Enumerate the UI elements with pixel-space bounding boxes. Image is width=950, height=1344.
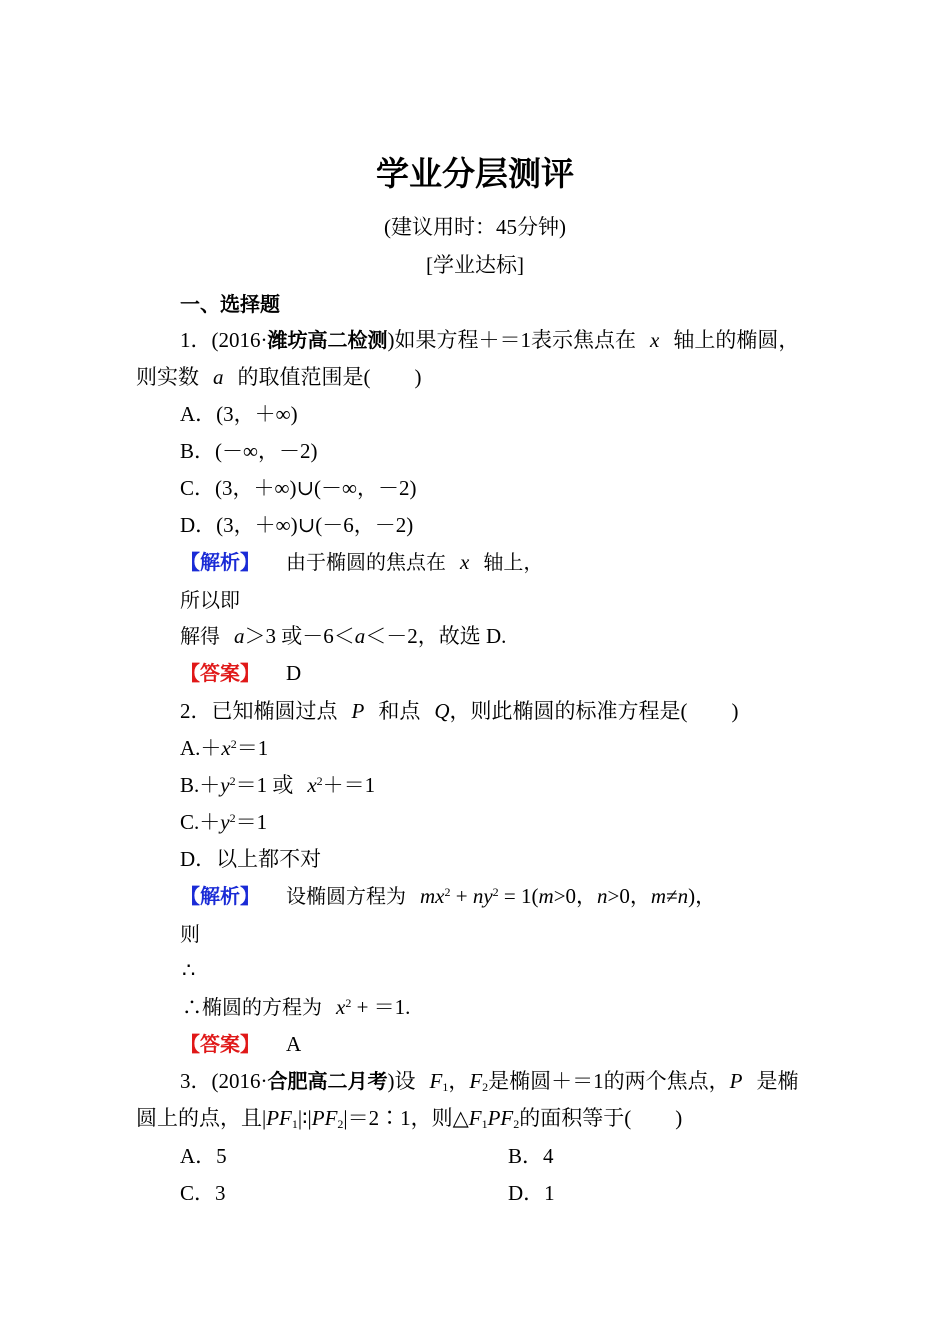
option-text: ＝1 xyxy=(236,736,269,760)
variable-f: F xyxy=(469,1069,483,1093)
question-text: 设 xyxy=(394,1069,416,1093)
option-text: ＋＝1 xyxy=(322,773,376,797)
question-3-line-1 xyxy=(180,1066,798,1096)
answer-value: A xyxy=(286,1032,302,1056)
analysis-1-so: 所以即 xyxy=(180,588,240,612)
variable-f: F xyxy=(429,1069,443,1093)
question-text: ) xyxy=(414,365,422,389)
option-a xyxy=(180,733,268,763)
variable-m: m xyxy=(538,884,554,908)
page-title: 学业分层测评 xyxy=(376,154,574,193)
variable-f: F xyxy=(468,1106,482,1130)
option-b: B．4 xyxy=(508,1144,554,1168)
answer-2 xyxy=(180,1029,301,1059)
variable-a: a xyxy=(234,624,245,648)
source-open: (2016· xyxy=(211,1069,268,1093)
exponent: 2 xyxy=(230,737,237,751)
question-text: 的面积等于( xyxy=(519,1106,632,1130)
question-text: |∶| xyxy=(297,1106,312,1130)
option-c: C．(3，＋∞)∪(－∞，－2) xyxy=(180,476,417,500)
question-text: 的取值范围是( xyxy=(237,365,371,389)
question-text: 是椭 xyxy=(756,1069,799,1093)
variable-p: P xyxy=(351,699,365,723)
option-a: A．5 xyxy=(180,1144,227,1168)
question-1-line-2 xyxy=(136,362,422,392)
variable-n: n xyxy=(597,884,608,908)
option-text: B.＋ xyxy=(180,773,221,797)
exponent: 2 xyxy=(229,811,236,825)
question-text: 轴上的椭圆， xyxy=(673,328,800,352)
subscript: 1 xyxy=(481,1117,488,1131)
option-d: D．1 xyxy=(508,1181,555,1205)
source-close: ) xyxy=(387,328,395,352)
analysis-2-then: 则 xyxy=(180,922,200,946)
question-text: 是椭圆＋＝1的两个焦点， xyxy=(488,1069,730,1093)
analysis-2-conclusion xyxy=(182,992,410,1022)
question-text: 如果方程＋＝1表示焦点在 xyxy=(394,328,636,352)
analysis-text: + ＝1. xyxy=(351,995,411,1019)
analysis-text: 解得 xyxy=(180,624,220,648)
variable-x: x xyxy=(307,773,317,797)
variable-x: x xyxy=(336,995,346,1019)
question-text: |＝2∶1，则△ xyxy=(343,1106,469,1130)
analysis-text: 由于椭圆的焦点在 xyxy=(286,550,446,574)
question-text: 圆上的点，且| xyxy=(136,1106,267,1130)
variable-a: a xyxy=(354,624,366,648)
option-text: C.＋ xyxy=(180,810,221,834)
variable-p: P xyxy=(729,1069,743,1093)
option-c xyxy=(180,807,267,837)
variable-x: x xyxy=(650,328,660,352)
exponent: 2 xyxy=(444,885,451,899)
exponent: 2 xyxy=(492,885,499,899)
option-b xyxy=(180,770,375,800)
question-text: 和点 xyxy=(378,699,421,723)
analysis-text: 设椭圆方程为 xyxy=(286,884,406,908)
variable-pf: PF xyxy=(266,1106,292,1130)
exponent: 2 xyxy=(345,996,352,1010)
exponent: 2 xyxy=(316,774,323,788)
analysis-2-therefore: ∴ xyxy=(182,958,196,982)
question-text: ， xyxy=(448,1069,470,1093)
variable-y: y xyxy=(220,810,230,834)
answer-value: D xyxy=(286,661,302,685)
term-ny: ny xyxy=(472,884,493,908)
option-d: D．(3，＋∞)∪(－6，－2) xyxy=(180,513,414,537)
section-heading: 一、选择题 xyxy=(180,292,280,316)
variable-pf: PF xyxy=(487,1106,514,1130)
source-close: ) xyxy=(387,1069,395,1093)
option-text: ＝1 或 xyxy=(235,773,294,797)
analysis-text: ＞3 或－6＜ xyxy=(244,624,355,648)
subscript: 1 xyxy=(291,1117,298,1131)
variable-q: Q xyxy=(434,699,450,723)
analysis-1 xyxy=(180,547,543,577)
question-text: 已知椭圆过点 xyxy=(211,699,338,723)
answer-1 xyxy=(180,658,301,688)
source-name: 合肥高二月考 xyxy=(267,1069,388,1093)
analysis-1-solve xyxy=(180,621,506,651)
variable-x: x xyxy=(221,736,231,760)
question-2-line-1 xyxy=(180,696,739,726)
analysis-text: >0， xyxy=(607,884,651,908)
analysis-2 xyxy=(180,881,716,911)
variable-y: y xyxy=(220,773,230,797)
source-open: (2016· xyxy=(211,328,268,352)
option-d: D．以上都不对 xyxy=(180,847,322,871)
question-text: ) xyxy=(675,1106,683,1130)
exponent: 2 xyxy=(229,774,236,788)
option-b: B．(－∞，－2) xyxy=(180,439,318,463)
option-text: ＝1 xyxy=(235,810,268,834)
answer-tag: 【答案】 xyxy=(180,1032,260,1056)
question-number: 2． xyxy=(180,699,212,723)
analysis-text: ∴椭圆的方程为 xyxy=(182,995,322,1019)
analysis-text: )， xyxy=(688,884,717,908)
answer-tag: 【答案】 xyxy=(180,661,260,685)
operator: ≠ xyxy=(666,884,678,908)
subscript: 2 xyxy=(513,1117,520,1131)
question-text: ) xyxy=(731,699,739,723)
operator: + xyxy=(450,884,473,908)
question-3-line-2 xyxy=(136,1103,682,1133)
subscript: 2 xyxy=(337,1117,344,1131)
analysis-text: 轴上， xyxy=(483,550,544,574)
variable-n: n xyxy=(677,884,689,908)
question-number: 1． xyxy=(180,328,212,352)
variable-m: m xyxy=(650,884,667,908)
time-hint: (建议用时：45分钟) xyxy=(384,215,566,239)
question-1-line-1 xyxy=(180,325,799,355)
level-label: [学业达标] xyxy=(426,253,524,277)
analysis-tag: 【解析】 xyxy=(180,550,260,574)
question-text: ，则此椭圆的标准方程是( xyxy=(449,699,688,723)
analysis-text: = 1( xyxy=(498,884,539,908)
option-text: A.＋ xyxy=(180,736,222,760)
variable-pf: PF xyxy=(311,1106,338,1130)
subscript: 1 xyxy=(442,1080,449,1094)
variable-a: a xyxy=(213,365,224,389)
variable-x: x xyxy=(460,550,470,574)
term-mx: mx xyxy=(420,884,445,908)
option-a: A．(3，＋∞) xyxy=(180,402,298,426)
source-name: 潍坊高二检测 xyxy=(267,328,388,352)
subscript: 2 xyxy=(482,1080,489,1094)
analysis-text: ＜－2，故选 D. xyxy=(365,624,507,648)
analysis-text: >0， xyxy=(553,884,598,908)
question-number: 3． xyxy=(180,1069,212,1093)
analysis-tag: 【解析】 xyxy=(180,884,260,908)
question-text: 则实数 xyxy=(136,365,199,389)
option-c: C．3 xyxy=(180,1181,226,1205)
